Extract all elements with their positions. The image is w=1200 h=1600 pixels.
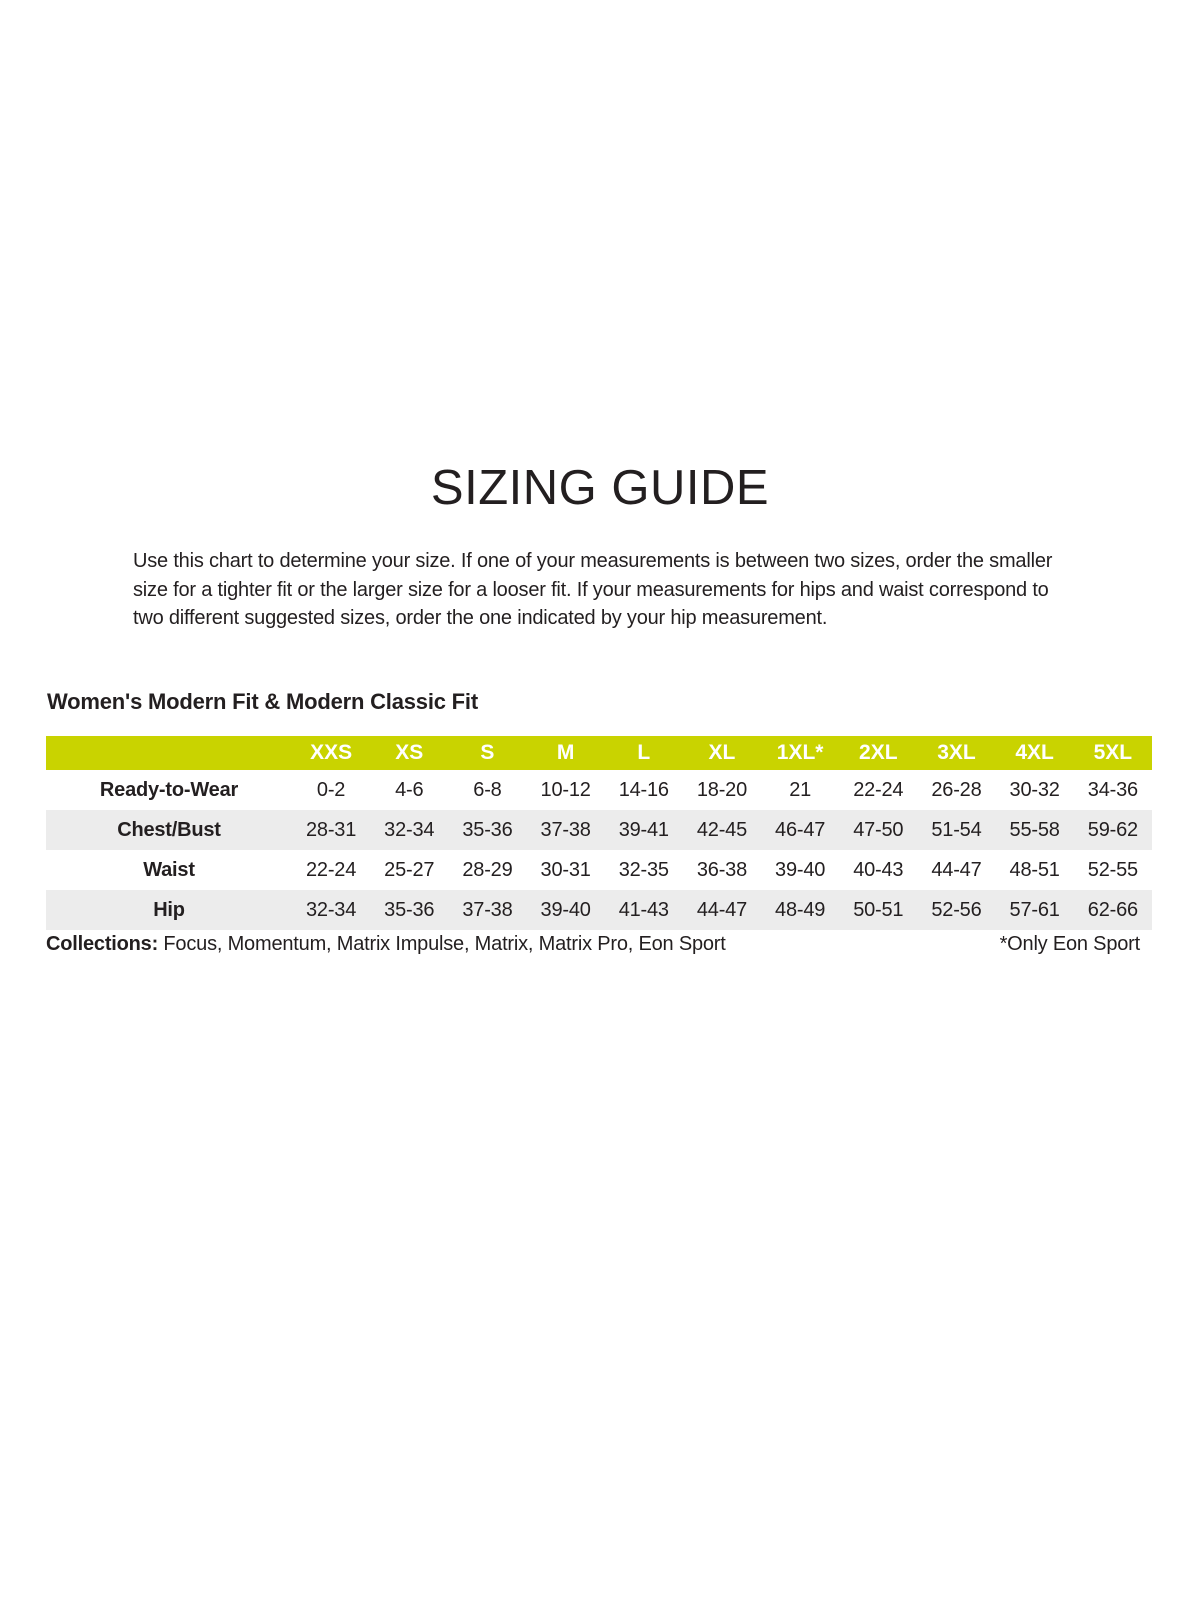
size-header: 1XL* <box>761 736 839 770</box>
size-cell: 22-24 <box>853 778 904 801</box>
collections-note <box>46 933 726 956</box>
size-header: M <box>527 736 605 770</box>
size-header: 4XL <box>996 736 1074 770</box>
size-cell: 36-38 <box>696 858 748 881</box>
size-cell: 0-2 <box>316 778 346 801</box>
size-cell: 28-29 <box>462 858 513 881</box>
intro-paragraph <box>133 547 1052 633</box>
size-cell: 39-40 <box>540 898 591 921</box>
size-header: XS <box>370 736 448 770</box>
size-cell: 39-40 <box>775 858 826 881</box>
table-row <box>46 890 1152 930</box>
collections-label: Collections: <box>46 933 159 955</box>
section-heading: Women's Modern Fit & Modern Classic Fit <box>47 689 478 714</box>
size-header: 2XL <box>839 736 917 770</box>
size-cell: 10-12 <box>540 778 591 801</box>
size-cell: 46-47 <box>775 818 826 841</box>
size-cell: 22-24 <box>306 858 357 881</box>
intro-line: two different suggested sizes, order the one indicated by your hip measurement. <box>133 607 828 629</box>
size-cell: 44-47 <box>696 898 748 921</box>
size-cell: 4-6 <box>395 778 424 801</box>
table-row <box>46 810 1152 850</box>
size-cell: 18-20 <box>696 778 748 801</box>
size-header: 3XL <box>917 736 995 770</box>
size-cell: 30-32 <box>1009 778 1060 801</box>
size-cell: 37-38 <box>462 898 513 921</box>
size-cell: 48-51 <box>1009 858 1060 881</box>
size-header: XXS <box>292 736 370 770</box>
size-cell: 62-66 <box>1087 898 1138 921</box>
size-cell: 50-51 <box>853 898 904 921</box>
size-header: S <box>448 736 526 770</box>
size-header: L <box>605 736 683 770</box>
size-table <box>46 736 1152 930</box>
row-label: Ready-to-Wear <box>99 778 239 801</box>
size-cell: 40-43 <box>853 858 904 881</box>
size-cell: 35-36 <box>384 898 435 921</box>
size-cell: 55-58 <box>1009 818 1060 841</box>
size-cell: 30-31 <box>540 858 591 881</box>
row-label: Waist <box>143 858 195 881</box>
size-cell: 26-28 <box>931 778 982 801</box>
size-cell: 42-45 <box>696 818 748 841</box>
size-cell: 32-34 <box>384 818 435 841</box>
size-cell: 52-55 <box>1087 858 1138 881</box>
size-cell: 14-16 <box>618 778 669 801</box>
size-header: XL <box>683 736 761 770</box>
size-cell: 28-31 <box>306 818 357 841</box>
size-cell: 51-54 <box>931 818 982 841</box>
header-label-spacer <box>46 736 292 770</box>
size-cell: 44-47 <box>931 858 982 881</box>
size-cell: 32-34 <box>306 898 357 921</box>
size-header-row <box>46 736 1152 770</box>
size-cell: 35-36 <box>462 818 513 841</box>
size-cell: 39-41 <box>618 818 669 841</box>
size-cell: 37-38 <box>540 818 591 841</box>
footnote: *Only Eon Sport <box>999 933 1140 955</box>
size-cell: 25-27 <box>384 858 435 881</box>
size-cell: 52-56 <box>931 898 982 921</box>
size-cell: 32-35 <box>618 858 669 881</box>
size-cell: 41-43 <box>618 898 669 921</box>
size-cell: 47-50 <box>853 818 904 841</box>
size-cell: 48-49 <box>775 898 826 921</box>
row-label: Chest/Bust <box>117 818 221 841</box>
page-title: SIZING GUIDE <box>430 461 770 515</box>
size-cell: 59-62 <box>1087 818 1138 841</box>
size-cell: 34-36 <box>1087 778 1138 801</box>
table-footer <box>46 933 1140 956</box>
table-row <box>46 770 1152 810</box>
intro-line: size for a tighter fit or the larger size for a looser fit. If your measurements for hips and waist correspond to <box>133 578 1049 601</box>
table-row <box>46 850 1152 890</box>
size-header: 5XL <box>1074 736 1152 770</box>
size-cell: 6-8 <box>473 778 502 801</box>
size-cell: 21 <box>789 778 812 801</box>
size-cell: 57-61 <box>1009 898 1060 921</box>
row-label: Hip <box>153 898 185 921</box>
collections-list: Focus, Momentum, Matrix Impulse, Matrix, Matrix Pro, Eon Sport <box>158 933 726 955</box>
intro-line: Use this chart to determine your size. If one of your measurements is between two sizes, order the smaller <box>133 550 1053 572</box>
